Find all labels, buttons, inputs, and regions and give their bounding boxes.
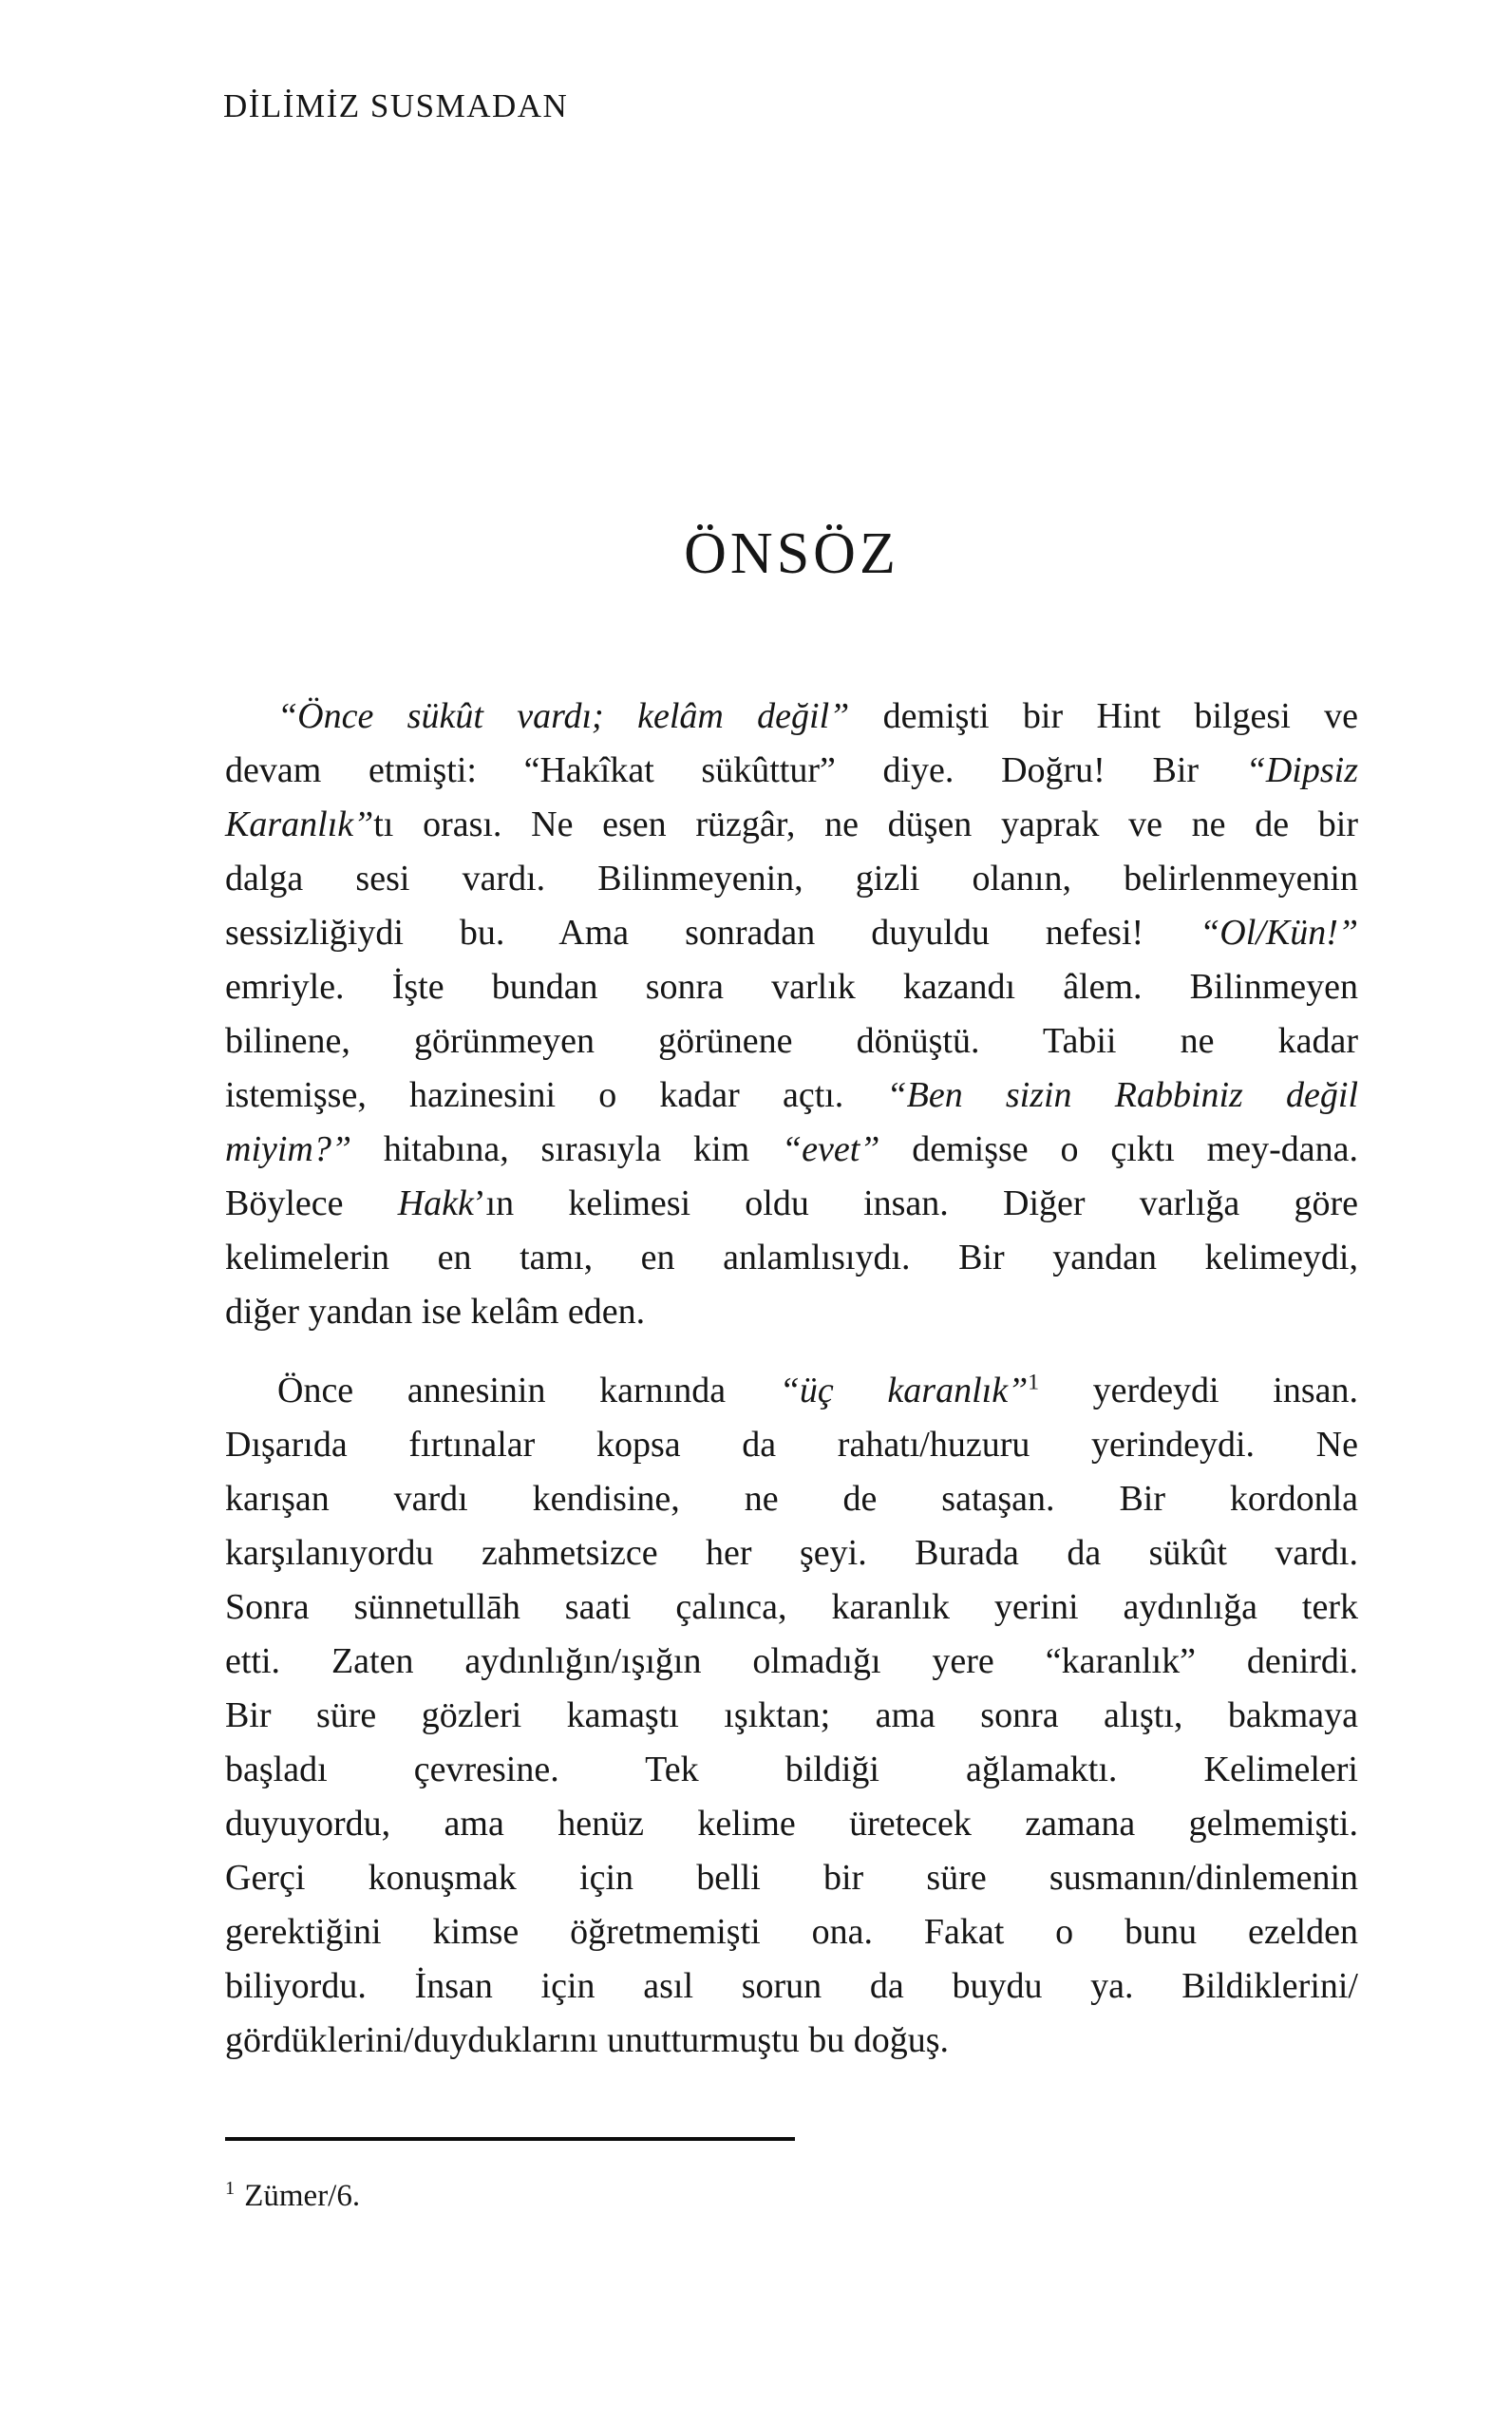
text-line: Karanlık”tı orası. Ne esen rüzgâr, ne düşen yaprak ve ne de bir — [225, 804, 1358, 844]
text-line: gerektiğini kimse öğretmemişti ona. Fakat o bunu ezelden — [225, 1912, 1358, 1952]
text-line: “Önce sükût vardı; kelâm değil” demişti bir Hint bilgesi ve — [277, 696, 1358, 736]
footnote — [225, 2179, 360, 2214]
footnote-separator — [225, 2137, 795, 2141]
text-line: Böylece Hakk’ın kelimesi oldu insan. Diğer varlığa göre — [225, 1183, 1358, 1223]
text-line: biliyordu. İnsan için asıl sorun da buydu ya. Bildiklerini/ — [225, 1966, 1358, 2006]
text-line: emriyle. İşte bundan sonra varlık kazandı âlem. Bilinmeyen — [225, 967, 1358, 1007]
text-line: duyuyordu, ama henüz kelime üretecek zamana gelmemişti. — [225, 1804, 1358, 1844]
text-line: sessizliğiydi bu. Ama sonradan duyuldu nefesi! “Ol/Kün!” — [225, 913, 1358, 953]
text-line: Bir süre gözleri kamaştı ışıktan; ama sonra alıştı, bakmaya — [225, 1695, 1358, 1735]
text-line: miyim?” hitabına, sırasıyla kim “evet” demişse o çıktı mey-dana. — [225, 1129, 1358, 1169]
footnote-ref: 1 — [1028, 1370, 1039, 1395]
text-line: Önce annesinin karnında “üç karanlık”$^1$ yerdeydi insan. — [277, 1370, 1358, 1410]
text-line: bilinene, görünmeyen görünene dönüştü. Tabii ne kadar — [225, 1021, 1358, 1061]
text-line: kelimelerin en tamı, en anlamlısıydı. Bir yandan kelimeydi, — [225, 1238, 1358, 1277]
text-line: başladı çevresine. Tek bildiği ağlamaktı. Kelimeleri — [225, 1750, 1358, 1789]
text-line: etti. Zaten aydınlığın/ışığın olmadığı yere “karanlık” denirdi. — [225, 1641, 1358, 1681]
footnote-text: Zümer/6. — [244, 2179, 361, 2213]
paragraph — [225, 1364, 1358, 2068]
text-line: Sonra sünnetullāh saati çalınca, karanlık yerini aydınlığa terk — [225, 1587, 1358, 1627]
footnote-marker: 1 — [225, 2178, 236, 2199]
text-line: dalga sesi vardı. Bilinmeyenin, gizli olanın, belirlenmeyenin — [225, 859, 1358, 899]
text-line: diğer yandan ise kelâm eden. — [225, 1292, 646, 1332]
text-line: gördüklerini/duyduklarını unutturmuştu bu doğuş. — [225, 2020, 950, 2060]
running-header: DİLİMİZ SUSMADAN — [223, 87, 569, 124]
text-line: karşılanıyordu zahmetsizce her şeyi. Burada da sükût vardı. — [225, 1533, 1358, 1573]
body-text — [225, 690, 1358, 2068]
text-line: Dışarıda fırtınalar kopsa da rahatı/huzuru yerindeydi. Ne — [225, 1425, 1358, 1465]
text-line: devam etmişti: “Hakîkat sükûttur” diye. Doğru! Bir “Dipsiz — [225, 750, 1358, 790]
text-line: Gerçi konuşmak için belli bir süre susmanın/dinlemenin — [225, 1858, 1358, 1898]
page-title: ÖNSÖZ — [684, 521, 899, 586]
paragraph — [225, 690, 1358, 1339]
text-line: istemişse, hazinesini o kadar açtı. “Ben sizin Rabbiniz değil — [225, 1075, 1358, 1115]
text-line: karışan vardı kendisine, ne de sataşan. Bir kordonla — [225, 1479, 1358, 1519]
